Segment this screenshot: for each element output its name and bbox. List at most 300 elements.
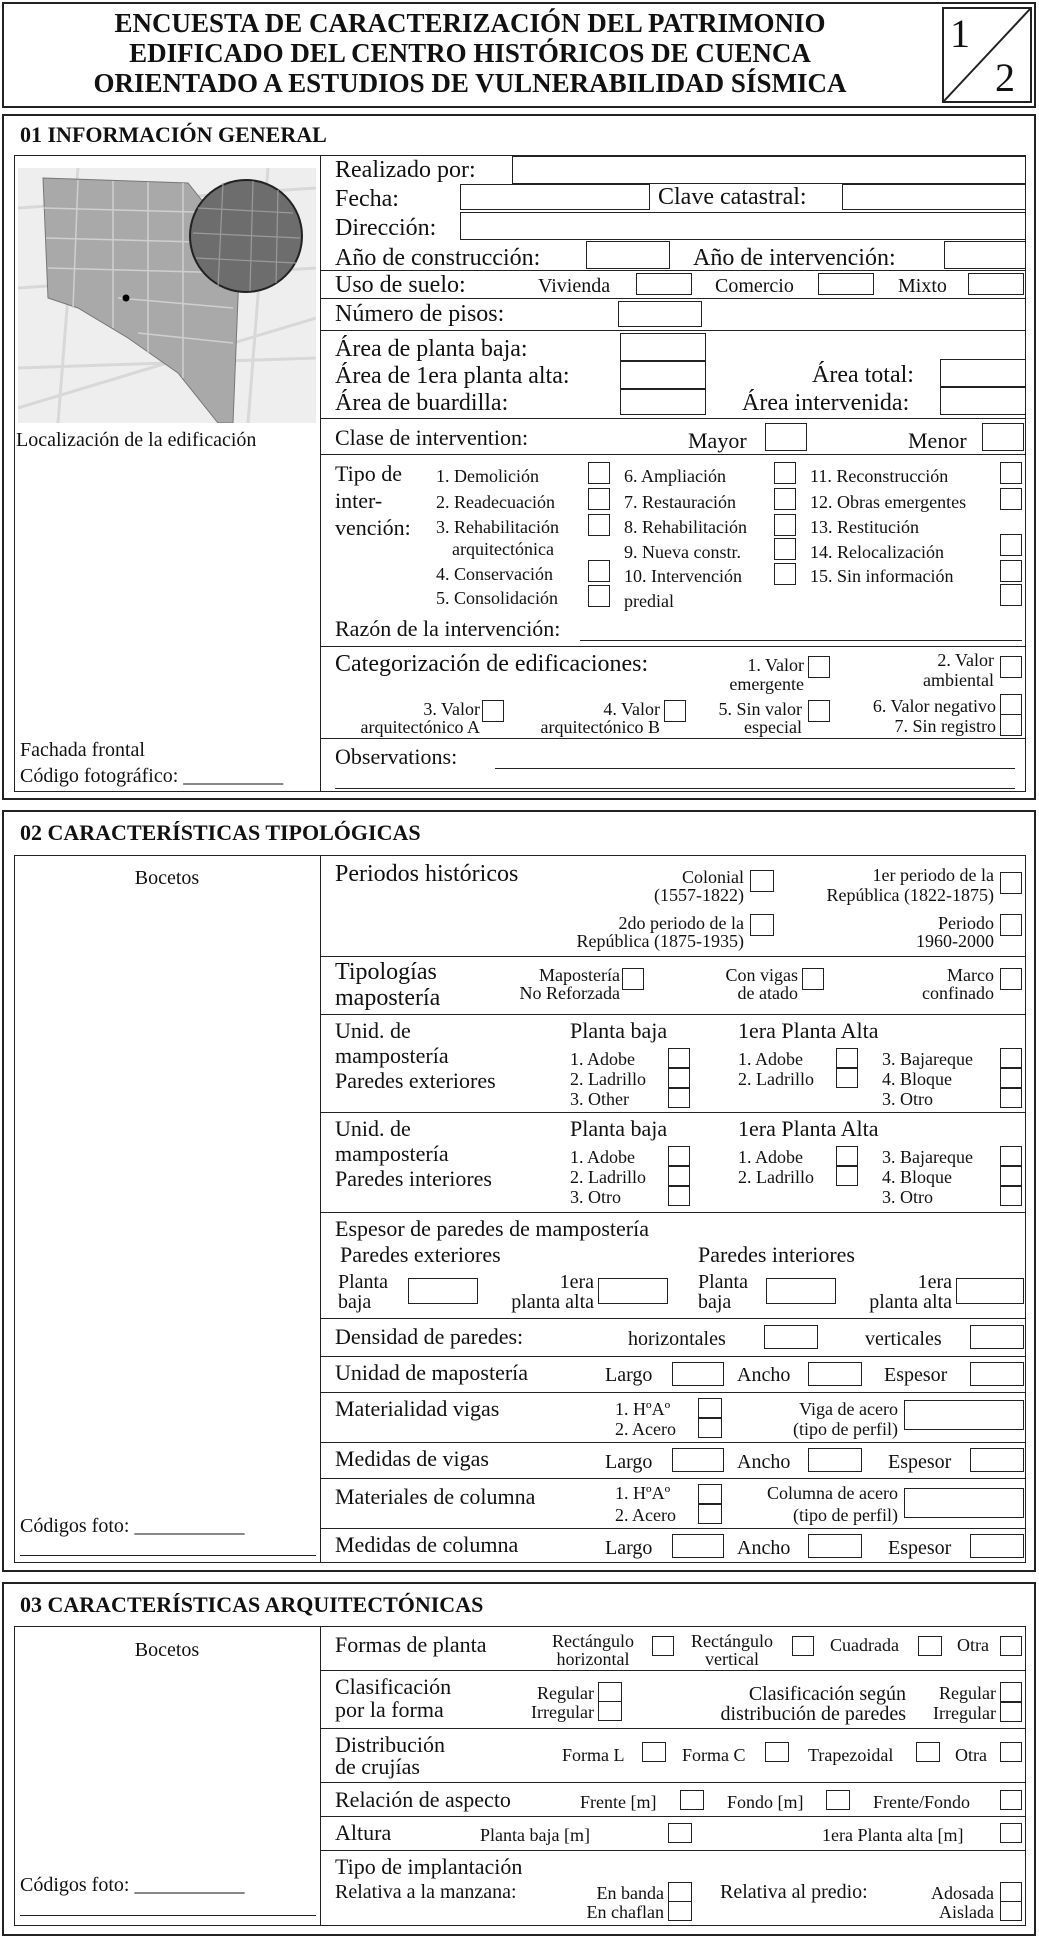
interv-5-checkbox[interactable] bbox=[588, 585, 610, 607]
interv-3-label-b: arquitectónica bbox=[452, 539, 554, 559]
interv-8-checkbox[interactable] bbox=[774, 514, 796, 536]
mnr-checkbox[interactable] bbox=[622, 968, 644, 990]
viga-acero-label: Viga de acero bbox=[799, 1399, 898, 1419]
aislada-label: Aislada bbox=[939, 1902, 994, 1922]
section-01-divider bbox=[320, 155, 321, 792]
divider bbox=[320, 1782, 1026, 1783]
unid-int-pb-header: Planta baja bbox=[570, 1116, 668, 1141]
tipologias-label-b: mapostería bbox=[335, 985, 441, 1011]
csd-irregular-checkbox[interactable] bbox=[1000, 1702, 1022, 1722]
implant-label: Tipo de implantación bbox=[335, 1854, 523, 1879]
comercio-label: Comercio bbox=[715, 275, 794, 297]
matvigas-acero-label: 2. Acero bbox=[615, 1419, 676, 1439]
ext-pa-otro-checkbox[interactable] bbox=[1000, 1088, 1022, 1108]
rh-label: Rectángulo bbox=[552, 1631, 634, 1651]
frente-label: Frente [m] bbox=[580, 1792, 657, 1812]
medcol-ancho-field[interactable] bbox=[808, 1534, 862, 1558]
int-pb-ladrillo-checkbox[interactable] bbox=[668, 1166, 690, 1186]
interv-11-label: 11. Reconstrucción bbox=[810, 466, 949, 486]
interv-9-checkbox[interactable] bbox=[774, 538, 796, 560]
unidad-largo-label: Largo bbox=[605, 1364, 653, 1386]
tipo-label-1: Tipo de bbox=[335, 461, 403, 486]
int-pa-adobe-checkbox[interactable] bbox=[836, 1146, 858, 1166]
rel-manzana-label: Relativa a la manzana: bbox=[335, 1881, 517, 1903]
categ-4-label: 4. Valor bbox=[603, 699, 660, 719]
unid-ext-label-c: Paredes exteriores bbox=[335, 1068, 496, 1093]
matcol-ha-label: 1. HºAº bbox=[615, 1483, 671, 1503]
medvigas-espesor-field[interactable] bbox=[970, 1448, 1024, 1472]
divider bbox=[320, 1478, 1026, 1479]
interv-3-checkbox[interactable] bbox=[588, 514, 610, 536]
esp-ext-pa-label-a: 1era bbox=[559, 1271, 594, 1293]
divider bbox=[320, 1728, 1026, 1729]
col-acero-label: Columna de acero bbox=[767, 1483, 898, 1503]
area-intervenida-field[interactable] bbox=[940, 387, 1026, 415]
ext-pb-adobe-checkbox[interactable] bbox=[668, 1048, 690, 1068]
section-03-divider bbox=[320, 1626, 321, 1926]
razon-line[interactable] bbox=[580, 640, 1022, 641]
interv-10-checkbox[interactable] bbox=[774, 563, 796, 585]
ext-pa-adobe-checkbox[interactable] bbox=[836, 1048, 858, 1068]
int-pa-bajareque-checkbox[interactable] bbox=[1000, 1146, 1022, 1166]
fecha-field[interactable] bbox=[460, 184, 650, 210]
esp-int-pa-field[interactable] bbox=[956, 1278, 1024, 1304]
area-buardilla-label: Área de buardilla: bbox=[335, 390, 509, 416]
ext-pb-other-checkbox[interactable] bbox=[668, 1088, 690, 1108]
formal-checkbox[interactable] bbox=[642, 1742, 666, 1762]
csd-label: Clasificación según bbox=[748, 1683, 906, 1705]
interv-13-label: 13. Restitución bbox=[810, 517, 919, 537]
obs-label: Observations: bbox=[335, 744, 458, 769]
rv-label-b: vertical bbox=[705, 1649, 759, 1669]
interv-4-checkbox[interactable] bbox=[588, 560, 610, 582]
interv-12-checkbox[interactable] bbox=[1000, 488, 1022, 510]
trap-checkbox[interactable] bbox=[916, 1742, 940, 1762]
medvigas-ancho-label: Ancho bbox=[737, 1451, 791, 1473]
divider bbox=[320, 1212, 1026, 1213]
categ-label: Categorización de edificaciones: bbox=[335, 651, 649, 677]
unid-ext-pb-header: Planta baja bbox=[570, 1018, 668, 1043]
interv-5-label: 5. Consolidación bbox=[436, 588, 558, 608]
interv-10-label: 10. Intervención bbox=[624, 566, 742, 586]
matvigas-label: Materialidad vigas bbox=[335, 1396, 500, 1421]
divider bbox=[320, 1392, 1026, 1393]
csd-irregular-label: Irregular bbox=[933, 1703, 996, 1723]
periodo2-label-b: República (1875-1935) bbox=[576, 931, 744, 951]
banda-checkbox[interactable] bbox=[668, 1882, 692, 1902]
esp-int-pb-label-b: baja bbox=[698, 1291, 732, 1313]
area-pb-label: Área de planta baja: bbox=[335, 336, 528, 362]
matcol-label: Materiales de columna bbox=[335, 1484, 536, 1509]
divider bbox=[320, 1112, 1026, 1113]
divider bbox=[320, 1442, 1026, 1443]
verticales-field[interactable] bbox=[970, 1325, 1024, 1349]
bocetos3-label: Bocetos bbox=[134, 1639, 200, 1661]
unidad-espesor-label: Espesor bbox=[884, 1364, 948, 1386]
matcol-acero-checkbox[interactable] bbox=[698, 1504, 722, 1524]
periodo3-label: Periodo bbox=[938, 913, 994, 933]
interv-7-checkbox[interactable] bbox=[774, 488, 796, 510]
vivienda-label: Vivienda bbox=[538, 275, 611, 297]
matvigas-acero-checkbox[interactable] bbox=[698, 1418, 722, 1438]
interv-extra-checkbox[interactable] bbox=[1000, 584, 1022, 606]
divider bbox=[320, 1318, 1026, 1319]
relacion-label: Relación de aspecto bbox=[335, 1787, 511, 1812]
pisos-label: Número de pisos: bbox=[335, 301, 505, 327]
obs-line-2[interactable] bbox=[335, 788, 1015, 789]
int-pa-bloque: 4. Bloque bbox=[882, 1167, 952, 1187]
unid-int-label-b: mampostería bbox=[335, 1141, 449, 1166]
medcol-espesor-field[interactable] bbox=[970, 1534, 1024, 1558]
medvigas-espesor-label: Espesor bbox=[888, 1451, 952, 1473]
periodo3-checkbox[interactable] bbox=[1000, 914, 1022, 936]
bocetos-label: Bocetos bbox=[134, 867, 200, 889]
divider bbox=[320, 646, 1026, 647]
ext-pb-ladrillo-checkbox[interactable] bbox=[668, 1068, 690, 1088]
csd-regular-label: Regular bbox=[939, 1683, 996, 1703]
categ-3-label: 3. Valor bbox=[423, 699, 480, 719]
menor-checkbox[interactable] bbox=[982, 423, 1024, 451]
mayor-label: Mayor bbox=[688, 428, 747, 453]
int-pb-otro: 3. Otro bbox=[570, 1187, 621, 1207]
interv-2-label: 2. Readecuación bbox=[436, 492, 555, 512]
trap-label: Trapezoidal bbox=[808, 1745, 894, 1765]
frente-checkbox[interactable] bbox=[680, 1790, 704, 1810]
int-pa-ladrillo: 2. Ladrillo bbox=[738, 1167, 814, 1187]
interv-8-label: 8. Rehabilitación bbox=[624, 517, 747, 537]
unid-ext-label-a: Unid. de bbox=[335, 1018, 411, 1043]
fecha-label: Fecha: bbox=[335, 186, 399, 212]
section-02-inner bbox=[14, 855, 1026, 1563]
dist-label-b: de crujías bbox=[335, 1754, 420, 1779]
viga-acero-field[interactable] bbox=[904, 1400, 1024, 1430]
csd-regular-checkbox[interactable] bbox=[1000, 1682, 1022, 1702]
interv-14-checkbox[interactable] bbox=[1000, 534, 1022, 556]
divider bbox=[320, 1816, 1026, 1817]
categ-7-checkbox[interactable] bbox=[1000, 714, 1022, 736]
pam-checkbox[interactable] bbox=[1000, 1823, 1022, 1843]
esp-ext-pb-field[interactable] bbox=[408, 1278, 478, 1304]
realizado-label: Realizado por: bbox=[335, 157, 476, 183]
periodo1-checkbox[interactable] bbox=[1000, 872, 1022, 894]
fondo-checkbox[interactable] bbox=[826, 1790, 850, 1810]
section-02-divider bbox=[320, 855, 321, 1563]
medvigas-ancho-field[interactable] bbox=[808, 1448, 862, 1472]
categ-1-label: 1. Valor bbox=[747, 655, 804, 675]
pisos-field[interactable] bbox=[618, 301, 702, 327]
mixto-checkbox[interactable] bbox=[968, 273, 1024, 295]
interv-15-label: 15. Sin información bbox=[810, 566, 954, 586]
pam-label: 1era Planta alta [m] bbox=[822, 1825, 964, 1845]
interv-2-checkbox[interactable] bbox=[588, 488, 610, 510]
medcol-label: Medidas de columna bbox=[335, 1532, 519, 1557]
divider bbox=[320, 418, 1026, 419]
categ-6-label: 6. Valor negativo bbox=[872, 696, 996, 716]
clasif-regular-label: Regular bbox=[537, 1683, 594, 1703]
formas-label: Formas de planta bbox=[335, 1632, 487, 1657]
uso-label: Uso de suelo: bbox=[335, 272, 466, 298]
rv-label: Rectángulo bbox=[691, 1631, 773, 1651]
csd-label-b: distribución de paredes bbox=[720, 1703, 906, 1725]
esp-int-pb-label-a: Planta bbox=[698, 1271, 748, 1293]
cva-label-b: de atado bbox=[737, 983, 798, 1003]
rv-checkbox[interactable] bbox=[792, 1636, 814, 1656]
menor-label: Menor bbox=[908, 428, 967, 453]
rh-label-b: horizontal bbox=[556, 1649, 630, 1669]
adosada-checkbox[interactable] bbox=[1000, 1882, 1022, 1902]
categ-1-label-b: emergente bbox=[729, 674, 804, 694]
ext-pa-bajareque: 3. Bajareque bbox=[882, 1049, 973, 1069]
ext-pb-other: 3. Other bbox=[570, 1089, 629, 1109]
horizontales-label: horizontales bbox=[628, 1328, 726, 1350]
unid-int-label-c: Paredes interiores bbox=[335, 1166, 492, 1191]
categ-7-label: 7. Sin registro bbox=[894, 716, 996, 736]
interv-6-checkbox[interactable] bbox=[774, 462, 796, 484]
unid-int-pa-header: 1era Planta Alta bbox=[738, 1116, 879, 1141]
ext-pa-bloque-checkbox[interactable] bbox=[1000, 1068, 1022, 1088]
interv-10-label-b: predial bbox=[624, 591, 674, 611]
categ-1-checkbox[interactable] bbox=[808, 656, 830, 678]
interv-15-checkbox[interactable] bbox=[1000, 560, 1022, 582]
ff-label: Frente/Fondo bbox=[873, 1792, 970, 1812]
viga-acero-label-b: (tipo de perfil) bbox=[793, 1419, 898, 1439]
col-acero-field[interactable] bbox=[904, 1488, 1024, 1518]
interv-14-label: 14. Relocalización bbox=[810, 542, 944, 562]
interv-1-label: 1. Demolición bbox=[436, 466, 539, 486]
form-title-line-2: EDIFICADO DEL CENTRO HISTÓRICOS DE CUENCA bbox=[129, 38, 811, 68]
page-number: 1 bbox=[950, 11, 970, 56]
verticales-label: verticales bbox=[865, 1328, 942, 1350]
area-intervenida-label: Área intervenida: bbox=[742, 390, 910, 416]
int-pa-bajareque: 3. Bajareque bbox=[882, 1147, 973, 1167]
area-total-field[interactable] bbox=[940, 359, 1026, 387]
interv-9-label: 9. Nueva constr. bbox=[624, 542, 741, 562]
medcol-espesor-label: Espesor bbox=[888, 1537, 952, 1559]
horizontales-field[interactable] bbox=[764, 1325, 818, 1349]
int-pb-otro-checkbox[interactable] bbox=[668, 1186, 690, 1206]
area-1pa-label: Área de 1era planta alta: bbox=[335, 363, 570, 389]
clasif-label-b: por la forma bbox=[335, 1697, 444, 1722]
section-01-title: 01 INFORMACIÓN GENERAL bbox=[20, 122, 327, 147]
unidad-largo-field[interactable] bbox=[672, 1362, 724, 1386]
cva-checkbox[interactable] bbox=[802, 968, 824, 990]
clasif-irregular-label: Irregular bbox=[531, 1702, 594, 1722]
esp-int-pb-field[interactable] bbox=[766, 1278, 836, 1304]
categ-2-checkbox[interactable] bbox=[1000, 656, 1022, 678]
realizado-field[interactable] bbox=[512, 156, 1026, 184]
mayor-checkbox[interactable] bbox=[765, 423, 807, 451]
rh-checkbox[interactable] bbox=[652, 1636, 674, 1656]
area-1pa-field[interactable] bbox=[620, 361, 706, 389]
medvigas-largo-label: Largo bbox=[605, 1451, 653, 1473]
int-pa-ladrillo-checkbox[interactable] bbox=[836, 1166, 858, 1186]
formac-checkbox[interactable] bbox=[765, 1742, 789, 1762]
densidad-label: Densidad de paredes: bbox=[335, 1324, 524, 1349]
formal-label: Forma L bbox=[562, 1745, 625, 1765]
mc-label: Marco bbox=[947, 965, 994, 985]
altura-label: Altura bbox=[335, 1820, 392, 1845]
ext-pa-adobe: 1. Adobe bbox=[738, 1049, 803, 1069]
interv-11-checkbox[interactable] bbox=[1000, 462, 1022, 484]
colonial-checkbox[interactable] bbox=[750, 870, 774, 892]
divider bbox=[320, 1850, 1026, 1851]
int-pa-adobe: 1. Adobe bbox=[738, 1147, 803, 1167]
chaflan-label: En chaflan bbox=[586, 1902, 664, 1922]
categ-4-label-b: arquitectónico B bbox=[540, 717, 660, 737]
matcol-ha-checkbox[interactable] bbox=[698, 1484, 722, 1504]
categ-2-label: 2. Valor bbox=[937, 650, 994, 670]
divider bbox=[320, 956, 1026, 957]
rel-predio-label: Relativa al predio: bbox=[720, 1881, 868, 1903]
fondo-label: Fondo [m] bbox=[727, 1792, 804, 1812]
medvigas-largo-field[interactable] bbox=[672, 1448, 724, 1472]
codigo-fotografico-label: Código fotográfico: __________ bbox=[20, 765, 284, 787]
int-pb-adobe: 1. Adobe bbox=[570, 1147, 635, 1167]
ext-pb-ladrillo: 2. Ladrillo bbox=[570, 1069, 646, 1089]
interv-7-label: 7. Restauración bbox=[624, 492, 736, 512]
tipo-label-2: inter- bbox=[335, 488, 383, 513]
form-title-line-3: ORIENTADO A ESTUDIOS DE VULNERABILIDAD SÍSMICA bbox=[93, 68, 847, 98]
tipologias-label: Tipologías bbox=[335, 959, 437, 985]
mnr-label: Mapostería bbox=[539, 965, 620, 985]
esp-ext-pa-label-b: planta alta bbox=[511, 1291, 594, 1313]
cuadrada-checkbox[interactable] bbox=[918, 1636, 942, 1656]
area-pb-field[interactable] bbox=[620, 333, 706, 361]
mixto-label: Mixto bbox=[898, 275, 947, 297]
interv-12-label: 12. Obras emergentes bbox=[810, 492, 967, 512]
matvigas-ha-label: 1. HºAº bbox=[615, 1399, 671, 1419]
int-pa-bloque-checkbox[interactable] bbox=[1000, 1166, 1022, 1186]
anio-construccion-label: Año de construcción: bbox=[335, 245, 541, 271]
otra-checkbox[interactable] bbox=[1000, 1636, 1022, 1656]
divider bbox=[320, 330, 1026, 331]
codigos-line[interactable] bbox=[20, 1555, 316, 1556]
categ-6-checkbox[interactable] bbox=[1000, 694, 1022, 716]
unidad-ancho-field[interactable] bbox=[808, 1362, 862, 1386]
location-map bbox=[18, 168, 316, 423]
espesor-int-label: Paredes interiores bbox=[698, 1242, 855, 1267]
divider bbox=[320, 454, 1026, 455]
fachada-label: Fachada frontal bbox=[20, 739, 145, 761]
divider bbox=[320, 1356, 1026, 1357]
periodo3-label-b: 1960-2000 bbox=[916, 931, 994, 951]
esp-ext-pb-label-b: baja bbox=[338, 1291, 372, 1313]
codigos3-foto-label: Códigos foto: ___________ bbox=[20, 1874, 245, 1896]
divider bbox=[320, 738, 1026, 739]
interv-3-label: 3. Rehabilitación bbox=[436, 517, 559, 537]
periodo1-label-b: República (1822-1875) bbox=[826, 885, 994, 905]
divider bbox=[320, 1528, 1026, 1529]
unid-int-label-a: Unid. de bbox=[335, 1116, 411, 1141]
ext-pb-adobe: 1. Adobe bbox=[570, 1049, 635, 1069]
colonial-label: Colonial bbox=[682, 867, 744, 887]
direccion-label: Dirección: bbox=[335, 215, 437, 241]
int-pb-adobe-checkbox[interactable] bbox=[668, 1146, 690, 1166]
clave-field[interactable] bbox=[842, 184, 1026, 210]
vivienda-checkbox[interactable] bbox=[636, 273, 692, 295]
ext-pa-ladrillo-checkbox[interactable] bbox=[836, 1068, 858, 1088]
mc-label-b: confinado bbox=[922, 983, 994, 1003]
anio-intervencion-field[interactable] bbox=[944, 241, 1026, 269]
pbm-label: Planta baja [m] bbox=[480, 1825, 590, 1845]
esp-ext-pa-field[interactable] bbox=[598, 1278, 668, 1304]
form-title-line-1: ENCUESTA DE CARACTERIZACIÓN DEL PATRIMONIO bbox=[114, 8, 826, 38]
direccion-field[interactable] bbox=[460, 212, 1026, 240]
periodos-label: Periodos históricos bbox=[335, 861, 519, 887]
medcol-largo-label: Largo bbox=[605, 1537, 653, 1559]
divider bbox=[320, 1670, 1026, 1671]
dist-otra-label: Otra bbox=[955, 1745, 987, 1765]
int-pb-ladrillo: 2. Ladrillo bbox=[570, 1167, 646, 1187]
comercio-checkbox[interactable] bbox=[818, 273, 874, 295]
codigos3-line[interactable] bbox=[20, 1915, 316, 1916]
esp-int-pa-label-b: planta alta bbox=[869, 1291, 952, 1313]
interv-1-checkbox[interactable] bbox=[588, 462, 610, 484]
esp-ext-pb-label-a: Planta bbox=[338, 1271, 388, 1293]
dist-otra-checkbox[interactable] bbox=[1000, 1742, 1022, 1762]
aislada-checkbox[interactable] bbox=[1000, 1901, 1022, 1921]
categ-5-checkbox[interactable] bbox=[808, 700, 830, 722]
anio-construccion-field[interactable] bbox=[586, 241, 670, 269]
anio-intervencion-label: Año de intervención: bbox=[693, 245, 896, 271]
espesor-label: Espesor de paredes de mampostería bbox=[335, 1216, 649, 1241]
ext-pa-otro: 3. Otro bbox=[882, 1089, 933, 1109]
mc-checkbox[interactable] bbox=[1000, 968, 1022, 990]
mnr-label-b: No Reforzada bbox=[519, 983, 620, 1003]
unidad-espesor-field[interactable] bbox=[970, 1362, 1024, 1386]
razon-label: Razón de la intervención: bbox=[335, 616, 561, 641]
banda-label: En banda bbox=[596, 1883, 664, 1903]
categ-3-label-b: arquitectónico A bbox=[360, 717, 480, 737]
formac-label: Forma C bbox=[682, 1745, 746, 1765]
unidad-ancho-label: Ancho bbox=[737, 1364, 791, 1386]
pbm-checkbox[interactable] bbox=[668, 1823, 692, 1843]
interv-6-label: 6. Ampliación bbox=[624, 466, 726, 486]
divider bbox=[320, 1014, 1026, 1015]
col-acero-label-b: (tipo de perfil) bbox=[793, 1505, 898, 1525]
ext-pa-bloque: 4. Bloque bbox=[882, 1069, 952, 1089]
interv-4-label: 4. Conservación bbox=[436, 564, 553, 584]
periodo1-label: 1er periodo de la bbox=[872, 865, 994, 885]
matvigas-ha-checkbox[interactable] bbox=[698, 1398, 722, 1418]
int-pa-otro-checkbox[interactable] bbox=[1000, 1186, 1022, 1206]
map-caption: Localización de la edificación bbox=[16, 429, 257, 451]
section-03-title: 03 CARACTERÍSTICAS ARQUITECTÓNICAS bbox=[20, 1592, 484, 1617]
colonial-label-b: (1557-1822) bbox=[654, 885, 744, 905]
page-total: 2 bbox=[995, 55, 1015, 100]
area-buardilla-field[interactable] bbox=[620, 389, 706, 415]
obs-line-1[interactable] bbox=[495, 768, 1015, 769]
clasif-regular-checkbox[interactable] bbox=[598, 1682, 622, 1702]
unid-ext-label-b: mampostería bbox=[335, 1043, 449, 1068]
medcol-largo-field[interactable] bbox=[672, 1534, 724, 1558]
clasif-irregular-checkbox[interactable] bbox=[598, 1701, 622, 1721]
ff-checkbox[interactable] bbox=[1000, 1790, 1022, 1810]
adosada-label: Adosada bbox=[931, 1883, 994, 1903]
otra-label: Otra bbox=[957, 1635, 989, 1655]
categ-3-checkbox[interactable] bbox=[482, 700, 504, 722]
periodo2-checkbox[interactable] bbox=[750, 914, 774, 936]
unidad-label: Unidad de mapostería bbox=[335, 1360, 529, 1385]
section-02-title: 02 CARACTERÍSTICAS TIPOLÓGICAS bbox=[20, 820, 421, 845]
medvigas-label: Medidas de vigas bbox=[335, 1446, 489, 1471]
chaflan-checkbox[interactable] bbox=[668, 1901, 692, 1921]
matcol-acero-label: 2. Acero bbox=[615, 1505, 676, 1525]
unid-ext-pa-header: 1era Planta Alta bbox=[738, 1018, 879, 1043]
periodo2-label: 2do periodo de la bbox=[618, 913, 744, 933]
dist-label: Distribución bbox=[335, 1732, 445, 1757]
ext-pa-bajareque-checkbox[interactable] bbox=[1000, 1048, 1022, 1068]
